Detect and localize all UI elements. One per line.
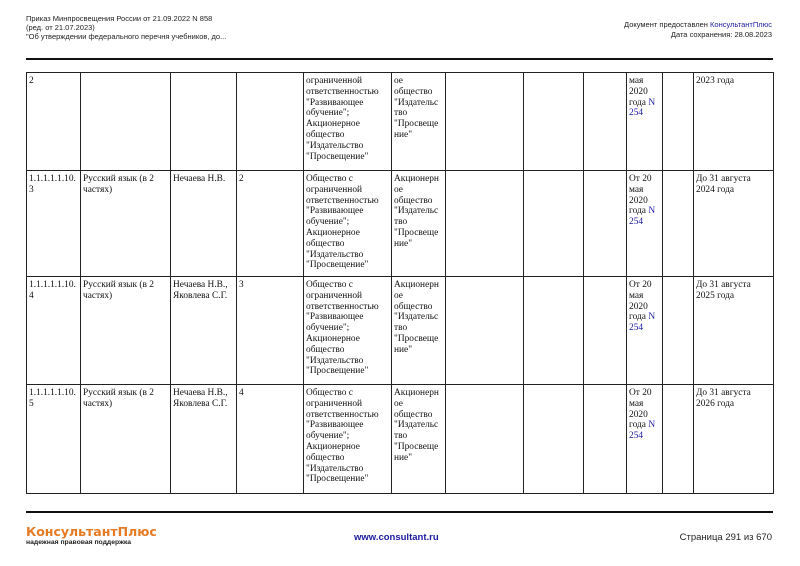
table-row <box>27 385 774 494</box>
table-row <box>27 73 774 171</box>
table-cell <box>694 73 774 171</box>
table-cell <box>446 385 524 494</box>
table-row <box>27 277 774 385</box>
consultant-logo <box>26 524 157 546</box>
cell-text: мая 2020 года <box>629 76 649 108</box>
table-cell <box>27 385 81 494</box>
page-number: Страница 291 из 670 <box>679 532 772 543</box>
table-cell <box>663 277 694 385</box>
table-cell <box>392 385 446 494</box>
site-link[interactable]: www.consultant.ru <box>354 532 439 543</box>
textbook-table <box>26 72 774 494</box>
cell-text: Акционерн ое общество "Издательс тво "Просвеще ние" <box>394 174 439 249</box>
cell-text: ограниченной ответственностью "Развивающее обучение"; Акционерное общество "Издательство "Просвещение" <box>306 76 379 162</box>
table-cell <box>446 171 524 277</box>
table-cell <box>584 73 627 171</box>
order-link[interactable]: N 254 <box>629 420 656 442</box>
table-cell <box>171 277 237 385</box>
cell-text: 1.1.1.1.1.10. 3 <box>29 174 76 195</box>
table-cell <box>627 171 663 277</box>
header-divider <box>26 58 773 60</box>
table-cell <box>627 73 663 171</box>
cell-text: От 20 мая 2020 года <box>629 174 652 217</box>
cell-text: До 31 августа 2024 года <box>696 174 751 195</box>
cell-text: 4 <box>239 388 244 398</box>
provided-label: Документ предоставлен <box>624 20 711 29</box>
table-cell <box>27 73 81 171</box>
table-cell <box>171 73 237 171</box>
table-cell <box>171 171 237 277</box>
table-cell <box>694 277 774 385</box>
table-cell <box>524 73 584 171</box>
doc-title-line: (ред. от 21.07.2023) <box>26 23 95 32</box>
table-cell <box>446 277 524 385</box>
cell-text: 3 <box>239 280 244 290</box>
provider-link[interactable]: КонсультантПлюс <box>710 20 772 29</box>
table-cell <box>663 385 694 494</box>
doc-title-line: Приказ Минпросвещения России от 21.09.2022 N 858 <box>26 14 213 23</box>
doc-title-line: "Об утверждении федерального перечня учебников, до... <box>26 32 227 41</box>
table-cell <box>27 171 81 277</box>
cell-text: Нечаева Н.В., Яковлева С.Г. <box>173 388 228 409</box>
order-link[interactable]: N 254 <box>629 312 656 334</box>
cell-text: До 31 августа 2025 года <box>696 280 751 301</box>
cell-text: Нечаева Н.В. <box>173 174 226 184</box>
logo-text: КонсультантПлюс <box>26 524 157 539</box>
table-cell <box>627 277 663 385</box>
table-cell <box>694 171 774 277</box>
table-cell <box>663 73 694 171</box>
cell-text: До 31 августа 2026 года <box>696 388 751 409</box>
table-cell <box>81 73 171 171</box>
table-cell <box>392 277 446 385</box>
table-cell <box>237 171 304 277</box>
table-cell <box>237 73 304 171</box>
table-cell <box>694 385 774 494</box>
table-cell <box>584 385 627 494</box>
table-cell <box>392 171 446 277</box>
table-cell <box>392 73 446 171</box>
cell-text: 2 <box>29 76 34 86</box>
table-cell <box>237 277 304 385</box>
table-cell <box>237 385 304 494</box>
cell-text: 2 <box>239 174 244 184</box>
order-link[interactable]: N 254 <box>629 97 656 119</box>
cell-text: Общество с ограниченной ответственностью "Развивающее обучение"; Акционерное общество "Издательство "Просвещение" <box>306 174 379 271</box>
table-cell <box>171 385 237 494</box>
table-cell <box>81 171 171 277</box>
cell-text: Акционерн ое общество "Издательс тво "Просвеще ние" <box>394 388 439 463</box>
logo-tagline: надежная правовая поддержка <box>26 539 132 546</box>
cell-text: 1.1.1.1.1.10. 4 <box>29 280 76 301</box>
cell-text: Общество с ограниченной ответственностью "Развивающее обучение"; Акционерное общество "Издательство "Просвещение" <box>306 280 379 377</box>
table-row <box>27 171 774 277</box>
table-cell <box>524 171 584 277</box>
table-cell <box>524 385 584 494</box>
cell-text: Русский язык (в 2 частях) <box>83 174 154 195</box>
table-cell <box>446 73 524 171</box>
cell-text: ое общество "Издательс тво "Просвеще ние" <box>394 76 439 140</box>
footer-divider <box>26 511 773 513</box>
table-cell <box>27 277 81 385</box>
table-cell <box>663 171 694 277</box>
cell-text: Русский язык (в 2 частях) <box>83 388 154 409</box>
document-header-left <box>26 14 226 41</box>
table-cell <box>304 171 392 277</box>
document-header-right <box>624 20 772 39</box>
table-cell <box>304 73 392 171</box>
table-cell <box>584 277 627 385</box>
table-cell <box>524 277 584 385</box>
table-cell <box>81 277 171 385</box>
save-date: Дата сохранения: 28.08.2023 <box>670 29 772 39</box>
table-cell <box>304 385 392 494</box>
table-cell <box>304 277 392 385</box>
cell-text: Нечаева Н.В., Яковлева С.Г. <box>173 280 228 301</box>
cell-text: Русский язык (в 2 частях) <box>83 280 154 301</box>
table-cell <box>584 171 627 277</box>
cell-text: 1.1.1.1.1.10. 5 <box>29 388 76 409</box>
order-link[interactable]: N 254 <box>629 206 656 228</box>
cell-text: От 20 мая 2020 года <box>629 280 652 323</box>
table-cell <box>81 385 171 494</box>
cell-text: Акционерн ое общество "Издательс тво "Просвеще ние" <box>394 280 439 355</box>
cell-text: Общество с ограниченной ответственностью "Развивающее обучение"; Акционерное общество "Издательство "Просвещение" <box>306 388 379 485</box>
cell-text: 2023 года <box>696 76 735 86</box>
cell-text: От 20 мая 2020 года <box>629 388 652 431</box>
table-cell <box>627 385 663 494</box>
